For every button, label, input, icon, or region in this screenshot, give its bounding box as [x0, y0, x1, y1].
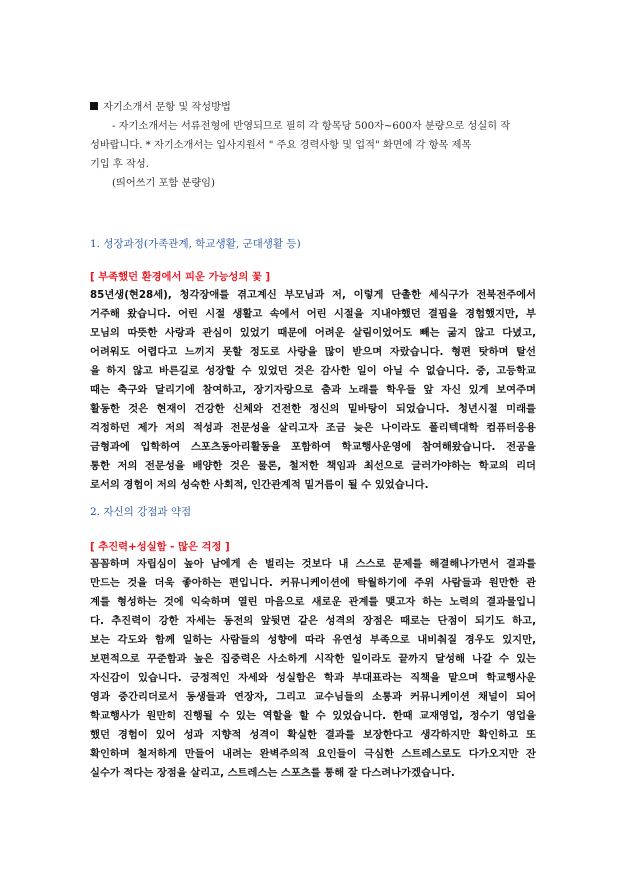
body-line: 거주해 왔습니다. 어린 시절 생활고 속에서 어린 시절을 지내야했던 결핍을 경험했지만, 부	[90, 308, 536, 320]
body-line: 로서의 경험이 저의 성숙한 사회적, 인간관계적 밑거름이 될 수 있었습니다.	[90, 479, 429, 491]
body-line: 만드는 것을 더욱 좋아하는 편입니다. 커뮤니케이션에 탁월하기에 주위 사람들과 원만한 관	[90, 577, 536, 589]
guide-title: 자기소개서 문항 및 작성방법	[103, 102, 231, 113]
body-line: 학교행사가 원만히 진행될 수 있는 역할을 할 수 있었습니다. 한때 교재영업, 정수기 영업을	[90, 710, 536, 722]
body-line: 때는 축구와 달리기에 참여하고, 장기자랑으로 춤과 노래를 학우들 앞 자신 있게 보여주며	[90, 384, 536, 396]
body-line: 했던 경험이 있어 성과 지향적 성격이 확실한 결과를 보장한다고 생각하지만 확인하고 또	[90, 729, 536, 741]
section-2-heading: 2. 자신의 강점과 약점	[90, 506, 192, 518]
guide-line: - 자기소개서는 서류전형에 반영되므로 필히 각 항목당 500자~600자 분량으로 성실히 작	[112, 121, 511, 132]
body-line: 꼼꼼하며 자립심이 높아 남에게 손 벌리는 것보다 내 스스로 문제를 해결해나가면서 결과를	[90, 558, 536, 570]
section-1-subheading: [ 부족했던 환경에서 피운 가능성의 꽃 ]	[90, 271, 271, 283]
section-2-body	[90, 555, 536, 783]
section-1-body	[90, 286, 536, 495]
body-line: 계를 형성하는 것에 익숙하며 열린 마음으로 새로운 관계를 맺고자 하는 노력의 결과물입니	[90, 596, 536, 608]
guide-line: (띄어쓰기 포함 분량임)	[112, 178, 215, 189]
body-line: 금형과에 입학하여 스포츠동아리활동을 포함하여 학교행사운영에 참여해왔습니다. 전공을	[90, 441, 536, 453]
square-bullet-icon	[90, 102, 98, 110]
section-1-heading: 1. 성장과정(가족관계, 학교생활, 군대생활 등)	[90, 238, 301, 250]
body-line: 을 하지 않고 바른길로 성장할 수 있었던 것은 감사한 일이 아닐 수 없습니다. 중, 고등학교	[90, 365, 536, 377]
guide-title-row	[90, 98, 540, 117]
section-2-subheading: [ 추진력+성실함 - 많은 걱정 ]	[90, 541, 230, 553]
body-line: 자신감이 있습니다. 긍정적인 자세와 성실함은 학과 부대표라는 직책을 맡으며 학교행사운	[90, 672, 536, 684]
guide-block	[90, 98, 540, 193]
body-line: 영과 중간리더로서 동생들과 연장자, 그리고 교수님들의 소통과 커뮤니케이션 채널이 되어	[90, 691, 536, 703]
body-line: 85년생(현28세), 청각장애를 겪고계신 부모님과 저, 이렇게 단촐한 세식구가 전북전주에서	[90, 289, 536, 301]
body-line: 통한 저의 전문성을 배양한 것은 물론, 철저한 책임과 최선으로 글러가야하는 학교의 리더	[90, 460, 536, 472]
body-line: 보편적으로 꾸준함과 높은 집중력은 사소하게 시작한 일이라도 끝까지 달성해 나갈 수 있는	[90, 653, 536, 665]
body-line: 실수가 적다는 장점을 살리고, 스트레스는 스포츠를 통해 잘 다스려나가겠습니다.	[90, 767, 455, 779]
body-line: 어려워도 어렵다고 느끼지 못할 정도로 사랑을 많이 받으며 자랐습니다. 형편 탓하며 탈선	[90, 346, 536, 358]
body-line: 걱정하던 제가 저의 적성과 전문성을 살리고자 조금 늦은 나이라도 폴리텍대학 컴퓨터응용	[90, 422, 536, 434]
body-line: 모님의 따뜻한 사랑과 관심이 있었기 때문에 어려운 살림이었어도 빼는 굶지 않고 다녔고,	[90, 327, 536, 339]
guide-line: 성바랍니다. * 자기소개서는 입사지원서 " 주요 경력사항 및 업적" 화면에 각 항목 제목	[90, 140, 472, 151]
body-line: 확인하며 철저하게 만들어 내려는 완벽주의적 요인들이 극심한 스트레스로도 다가오지만 잔	[90, 748, 536, 760]
body-line: 활동한 것은 현재이 건강한 신체와 건전한 정신의 밑바탕이 되었습니다. 청년시절 미래를	[90, 403, 536, 415]
body-line: 보는 각도와 함께 일하는 사람들의 성향에 따라 유연성 부족으로 내비춰질 경우도 있지만,	[90, 634, 536, 646]
guide-line: 기입 후 작성.	[90, 159, 149, 170]
body-line: 다. 추진력이 강한 자세는 동전의 앞뒷면 같은 성격의 장점은 때로는 단점이 되기도 하고,	[90, 615, 536, 627]
